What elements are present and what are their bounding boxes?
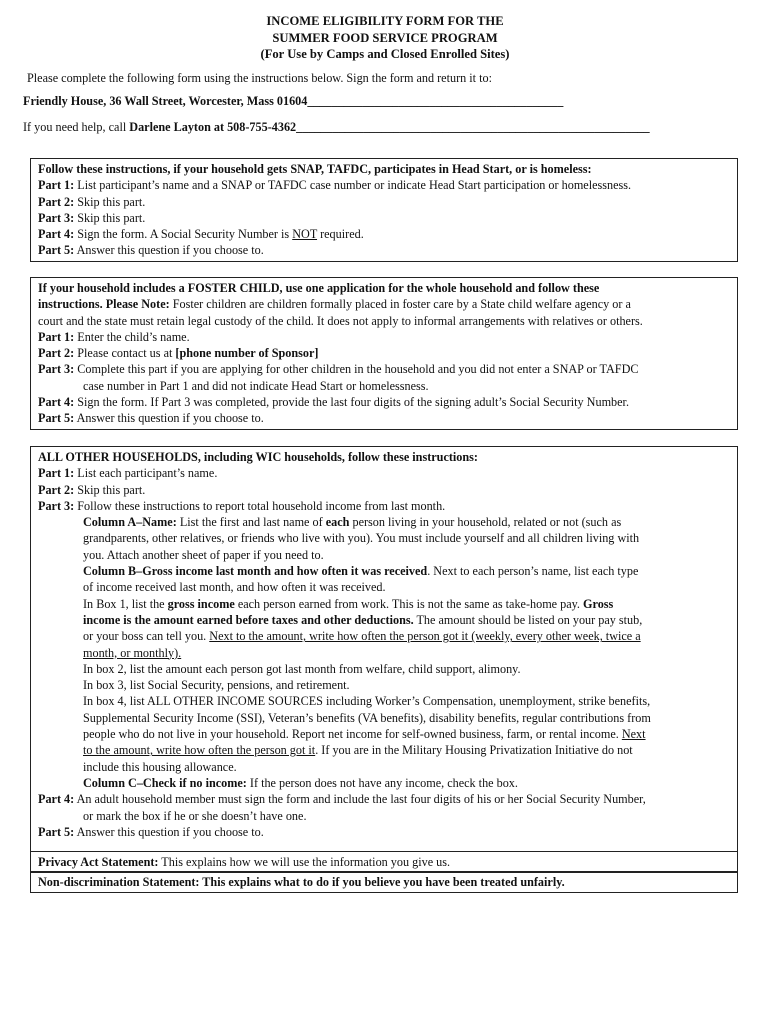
title-line-2: SUMMER FOOD SERVICE PROGRAM [272,30,498,45]
box-4-line-4 [38,742,730,758]
text: The amount should be listed on your pay stub, [413,612,643,627]
part-label: Part 4: [38,227,75,242]
column-c-line [38,775,730,791]
help-blank: __________________________________________________________ [296,120,650,135]
box2-part-3-cont: case number in Part 1 and did not indicate Head Start or homelessness. [83,378,429,393]
part-label: Part 5: [38,243,75,258]
frequency-instruction: Next [621,727,646,742]
part-label: Part 4: [38,792,75,807]
column-a-line-2: grandparents, other relatives, or friends who live with you). You must include yourself and all children living with [83,531,640,546]
column-a-label: Column A–Name: [83,515,177,530]
box2-part-1 [38,329,730,345]
part-label: Part 3: [38,498,75,513]
box-1-line-2 [38,612,730,628]
column-c-label: Column C–Check if no income: [83,775,247,790]
note-text: Foster children are children formally placed in foster care by a State child welfare agency or a [169,297,631,312]
nondiscrimination-statement: Non-discrimination Statement: This explains what to do if you believe you have been treated unfairly. [38,875,565,889]
each-emphasis: each [325,515,350,530]
help-contact-name: Darlene Layton at 508-755-4362 [129,120,297,135]
box2-part-3 [38,361,730,377]
form-title [0,0,770,63]
box-1-line-1 [38,596,730,612]
snap-instructions-box [30,158,738,262]
text: each person earned from work. This is not the same as take-home pay. [234,596,584,611]
help-contact [23,119,770,135]
part-text: Answer this question if you choose to. [74,411,264,426]
box2-note-line-2: court and the state must retain legal custody of the child. It does not apply to informal arrangements with relatives or others. [38,313,643,328]
box-1-line-4 [38,645,730,661]
part-text: Answer this question if you choose to. [74,824,264,839]
box1-part-2 [38,194,730,210]
gross-definition: income is the amount earned before taxes and other deductions. [83,612,414,627]
box3-part-4 [38,791,730,807]
part-label: Part 4: [38,395,75,410]
box2-part-5 [38,410,730,426]
column-b-line-1 [38,563,730,579]
part-text: List each participant’s name. [74,466,218,481]
part-text: Follow these instructions to report total household income from last month. [74,498,446,513]
part-label: Part 1: [38,178,75,193]
box-3-line: In box 3, list Social Security, pensions, and retirement. [83,678,350,693]
box-2-line: In box 2, list the amount each person got last month from welfare, child support, alimony. [83,661,521,676]
gross-emphasis: Gross [583,596,614,611]
part-label: Part 5: [38,824,75,839]
part-text: Skip this part. [74,482,146,497]
box1-heading: Follow these instructions, if your household gets SNAP, TAFDC, participates in Head Start, or is homeless: [38,162,592,176]
part-text: Enter the child’s name. [74,329,190,344]
box1-part-4 [38,226,730,242]
please-note-label: instructions. Please Note: [38,297,170,312]
part-label: Part 1: [38,466,75,481]
privacy-label: Privacy Act Statement: [38,855,159,869]
text: List the first and last name of [176,515,326,530]
box1-part-1 [38,177,730,193]
text: . If you are in the Military Housing Privatization Initiative do not [315,743,633,758]
text: . Next to each person’s name, list each type [427,564,639,579]
box2-part-2 [38,345,730,361]
help-prefix: If you need help, call [23,120,130,135]
part-label: Part 5: [38,411,75,426]
column-a-line-3: you. Attach another sheet of paper if you need to. [83,547,324,562]
box1-part-3 [38,210,730,226]
part-text: Skip this part. [74,194,146,209]
text: or your boss can tell you. [83,629,210,644]
box-4-line-5: include this housing allowance. [83,759,237,774]
part-text: required. [317,227,364,242]
part-text: An adult household member must sign the form and include the last four digits of his or her Social Security Number, [74,792,646,807]
box3-part-4-cont: or mark the box if he or she doesn’t have one. [83,808,307,823]
part-label: Part 2: [38,194,75,209]
part-text: Please contact us at [74,346,176,361]
frequency-instruction-cont: to the amount, write how often the person got it [83,743,316,758]
text: person living in your household, related or not (such as [349,515,622,530]
box2-part-4 [38,394,730,410]
part-label: Part 2: [38,482,75,497]
part-label: Part 1: [38,329,75,344]
address-text: Friendly House, 36 Wall Street, Worcester, Mass 01604 [23,93,308,108]
nondiscrimination-box [30,871,738,893]
part-text: List participant’s name and a SNAP or TAFDC case number or indicate Head Start participation or homelessness. [74,178,632,193]
text: In Box 1, list the [83,596,168,611]
privacy-statement [38,854,730,870]
part-label: Part 2: [38,346,75,361]
gross-income-emphasis: gross income [167,596,235,611]
other-households-box [30,446,738,852]
box2-note-line-1 [38,296,730,312]
part-text: Answer this question if you choose to. [74,243,264,258]
box-4-line-3 [38,726,730,742]
foster-child-box [30,277,738,430]
box3-part-5 [38,824,730,840]
title-line-3: (For Use by Camps and Closed Enrolled Sites) [260,47,510,61]
intro-instructions: Please complete the following form using the instructions below. Sign the form and return it to: [27,70,492,85]
title-line-1: INCOME ELIGIBILITY FORM FOR THE [266,14,504,28]
part-label: Part 3: [38,210,75,225]
part-text: Complete this part if you are applying for other children in the household and you did not enter a SNAP or TAFDC [74,362,639,377]
box3-part-3 [38,498,730,514]
column-b-label: Column B–Gross income last month and how often it was received [83,564,428,579]
text: If the person does not have any income, check the box. [246,775,518,790]
sponsor-phone-placeholder: [phone number of Sponsor] [175,346,319,361]
box3-part-2 [38,482,730,498]
privacy-text: This explains how we will use the information you give us. [158,855,451,869]
address-blank: __________________________________________ [307,93,564,108]
part-text: Sign the form. If Part 3 was completed, provide the last four digits of the signing adult’s Social Security Number. [74,395,629,410]
box1-part-5 [38,242,730,258]
return-address [23,93,770,109]
box2-heading: If your household includes a FOSTER CHILD, use one application for the whole household and follow these [38,281,600,295]
column-a-line-1 [38,514,730,530]
part-label: Part 3: [38,362,75,377]
part-text: Skip this part. [74,210,146,225]
not-emphasis: NOT [292,227,318,242]
box-4-line-2: Supplemental Security Income (SSI), Veteran’s benefits (VA benefits), disability benefits, regular contributions from [83,710,651,725]
box3-part-1 [38,465,730,481]
part-text: Sign the form. A Social Security Number is [74,227,293,242]
text: people who do not live in your household. Report net income for self-owned business, farm, or rental income. [83,727,622,742]
column-b-line-2: of income received last month, and how often it was received. [83,580,386,595]
frequency-instruction: Next to the amount, write how often the person got it (weekly, every other week, twice a [209,629,641,644]
box-1-line-3 [38,628,730,644]
privacy-act-box [30,851,738,873]
box-4-line-1: In box 4, list ALL OTHER INCOME SOURCES including Worker’s Compensation, unemployment, strike benefits, [83,694,651,709]
box3-heading: ALL OTHER HOUSEHOLDS, including WIC households, follow these instructions: [38,450,478,464]
frequency-instruction-cont: month, or monthly). [83,645,182,660]
